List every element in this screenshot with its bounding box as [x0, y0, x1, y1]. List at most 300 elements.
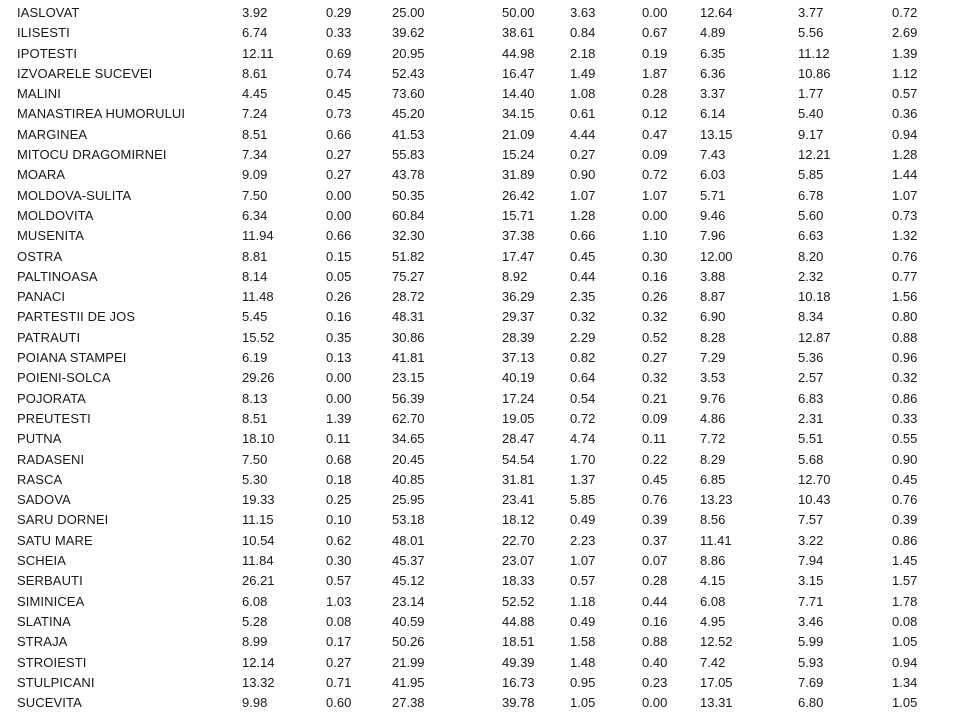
value-cell-col-5: 0.84 — [570, 25, 596, 41]
value-cell-col-2: 0.60 — [326, 695, 352, 711]
value-cell-col-1: 26.21 — [242, 573, 275, 589]
value-cell-col-6: 0.09 — [642, 147, 668, 163]
locality-name-cell: SERBAUTI — [17, 573, 83, 589]
value-cell-col-6: 0.16 — [642, 268, 668, 284]
value-cell-col-3: 43.78 — [392, 167, 425, 183]
table-row — [0, 64, 960, 84]
value-cell-col-1: 12.14 — [242, 654, 275, 670]
table-row — [0, 307, 960, 327]
value-cell-col-1: 7.50 — [242, 187, 268, 203]
value-cell-col-4: 34.15 — [502, 106, 535, 122]
table-row — [0, 186, 960, 206]
value-cell-col-3: 41.95 — [392, 674, 425, 690]
value-cell-col-6: 0.07 — [642, 553, 668, 569]
value-cell-col-1: 6.74 — [242, 25, 268, 41]
value-cell-col-4: 23.07 — [502, 553, 535, 569]
table-row — [0, 287, 960, 307]
value-cell-col-3: 20.95 — [392, 45, 425, 61]
value-cell-col-7: 6.35 — [700, 45, 726, 61]
value-cell-col-4: 38.61 — [502, 25, 535, 41]
value-cell-col-9: 0.73 — [892, 207, 918, 223]
value-cell-col-1: 6.34 — [242, 207, 268, 223]
value-cell-col-1: 11.84 — [242, 553, 274, 569]
locality-name-cell: PANACI — [17, 289, 66, 305]
locality-name-cell: OSTRA — [17, 248, 63, 264]
value-cell-col-4: 16.73 — [502, 674, 535, 690]
value-cell-col-1: 15.52 — [242, 329, 275, 345]
value-cell-col-2: 0.17 — [326, 634, 352, 650]
value-cell-col-4: 17.47 — [502, 248, 535, 264]
value-cell-col-9: 0.94 — [892, 126, 918, 142]
value-cell-col-9: 0.39 — [892, 512, 918, 528]
table-row — [0, 368, 960, 388]
table-row — [0, 328, 960, 348]
value-cell-col-7: 4.95 — [700, 613, 726, 629]
locality-name-cell: ILISESTI — [17, 25, 70, 41]
locality-name-cell: STROIESTI — [17, 654, 87, 670]
table-row — [0, 531, 960, 551]
value-cell-col-2: 0.68 — [326, 451, 352, 467]
value-cell-col-1: 10.54 — [242, 532, 275, 548]
value-cell-col-1: 29.26 — [242, 370, 275, 386]
value-cell-col-4: 28.47 — [502, 431, 535, 447]
value-cell-col-8: 6.83 — [798, 390, 824, 406]
value-cell-col-3: 55.83 — [392, 147, 425, 163]
value-cell-col-6: 0.67 — [642, 25, 668, 41]
value-cell-col-6: 0.00 — [642, 207, 668, 223]
value-cell-col-6: 0.44 — [642, 593, 668, 609]
value-cell-col-6: 0.47 — [642, 126, 668, 142]
value-cell-col-1: 11.15 — [242, 512, 274, 528]
value-cell-col-4: 17.24 — [502, 390, 535, 406]
value-cell-col-8: 7.94 — [798, 553, 824, 569]
value-cell-col-1: 5.28 — [242, 613, 268, 629]
value-cell-col-3: 62.70 — [392, 410, 425, 426]
value-cell-col-7: 11.41 — [700, 532, 732, 548]
locality-name-cell: SADOVA — [17, 492, 71, 508]
table-row — [0, 409, 960, 429]
value-cell-col-9: 0.86 — [892, 532, 918, 548]
value-cell-col-2: 1.03 — [326, 593, 352, 609]
table-row — [0, 247, 960, 267]
value-cell-col-7: 7.42 — [700, 654, 726, 670]
value-cell-col-9: 1.28 — [892, 147, 918, 163]
value-cell-col-2: 0.27 — [326, 147, 352, 163]
value-cell-col-5: 0.82 — [570, 350, 596, 366]
value-cell-col-9: 1.12 — [892, 65, 918, 81]
value-cell-col-1: 9.09 — [242, 167, 268, 183]
value-cell-col-4: 18.12 — [502, 512, 535, 528]
value-cell-col-4: 39.78 — [502, 695, 535, 711]
value-cell-col-9: 1.34 — [892, 674, 918, 690]
value-cell-col-6: 0.76 — [642, 492, 668, 508]
value-cell-col-5: 4.74 — [570, 431, 596, 447]
value-cell-col-3: 40.85 — [392, 471, 425, 487]
value-cell-col-7: 7.29 — [700, 350, 726, 366]
locality-name-cell: SATU MARE — [17, 532, 93, 548]
value-cell-col-9: 0.88 — [892, 329, 918, 345]
value-cell-col-2: 0.05 — [326, 268, 352, 284]
value-cell-col-8: 3.22 — [798, 532, 824, 548]
value-cell-col-4: 14.40 — [502, 86, 535, 102]
value-cell-col-8: 2.32 — [798, 268, 824, 284]
value-cell-col-4: 18.51 — [502, 634, 535, 650]
value-cell-col-9: 1.57 — [892, 573, 918, 589]
value-cell-col-1: 8.61 — [242, 65, 268, 81]
value-cell-col-9: 0.94 — [892, 654, 918, 670]
value-cell-col-5: 1.07 — [570, 553, 596, 569]
value-cell-col-7: 4.86 — [700, 410, 726, 426]
value-cell-col-2: 0.00 — [326, 207, 352, 223]
value-cell-col-6: 1.10 — [642, 228, 668, 244]
value-cell-col-3: 41.81 — [392, 350, 425, 366]
table-row — [0, 145, 960, 165]
value-cell-col-3: 73.60 — [392, 86, 425, 102]
value-cell-col-8: 12.21 — [798, 147, 831, 163]
value-cell-col-2: 0.33 — [326, 25, 352, 41]
value-cell-col-3: 25.00 — [392, 5, 425, 20]
value-cell-col-1: 5.45 — [242, 309, 268, 325]
table-row — [0, 389, 960, 409]
value-cell-col-5: 0.49 — [570, 613, 596, 629]
value-cell-col-5: 1.37 — [570, 471, 596, 487]
locality-name-cell: STRAJA — [17, 634, 68, 650]
value-cell-col-3: 30.86 — [392, 329, 425, 345]
table-row — [0, 510, 960, 530]
value-cell-col-6: 0.28 — [642, 573, 668, 589]
value-cell-col-9: 0.33 — [892, 410, 918, 426]
value-cell-col-5: 0.44 — [570, 268, 596, 284]
value-cell-col-2: 0.71 — [326, 674, 352, 690]
value-cell-col-8: 10.86 — [798, 65, 831, 81]
value-cell-col-2: 0.74 — [326, 65, 352, 81]
value-cell-col-9: 0.45 — [892, 471, 918, 487]
data-table — [0, 3, 960, 713]
locality-name-cell: PALTINOASA — [17, 268, 98, 284]
value-cell-col-5: 3.63 — [570, 5, 596, 20]
value-cell-col-6: 0.45 — [642, 471, 668, 487]
table-row — [0, 226, 960, 246]
value-cell-col-7: 13.23 — [700, 492, 733, 508]
value-cell-col-5: 1.08 — [570, 86, 596, 102]
table-row — [0, 267, 960, 287]
value-cell-col-4: 28.39 — [502, 329, 535, 345]
value-cell-col-2: 0.66 — [326, 126, 352, 142]
value-cell-col-6: 0.30 — [642, 248, 668, 264]
value-cell-col-3: 45.12 — [392, 573, 425, 589]
value-cell-col-8: 5.60 — [798, 207, 824, 223]
value-cell-col-5: 1.07 — [570, 187, 596, 203]
value-cell-col-2: 0.62 — [326, 532, 352, 548]
value-cell-col-2: 0.35 — [326, 329, 352, 345]
value-cell-col-2: 0.00 — [326, 390, 352, 406]
table-row — [0, 44, 960, 64]
value-cell-col-2: 0.69 — [326, 45, 352, 61]
value-cell-col-6: 0.12 — [642, 106, 668, 122]
locality-name-cell: POIANA STAMPEI — [17, 350, 127, 366]
value-cell-col-7: 6.90 — [700, 309, 726, 325]
value-cell-col-3: 25.95 — [392, 492, 425, 508]
value-cell-col-5: 0.72 — [570, 410, 596, 426]
value-cell-col-3: 45.20 — [392, 106, 425, 122]
value-cell-col-7: 3.37 — [700, 86, 726, 102]
value-cell-col-4: 50.00 — [502, 5, 535, 20]
value-cell-col-7: 8.28 — [700, 329, 726, 345]
value-cell-col-1: 6.19 — [242, 350, 268, 366]
table-row — [0, 348, 960, 368]
value-cell-col-1: 8.51 — [242, 126, 268, 142]
value-cell-col-5: 5.85 — [570, 492, 596, 508]
value-cell-col-6: 0.26 — [642, 289, 668, 305]
value-cell-col-5: 0.61 — [570, 106, 596, 122]
value-cell-col-7: 13.15 — [700, 126, 733, 142]
value-cell-col-9: 1.78 — [892, 593, 918, 609]
value-cell-col-8: 12.87 — [798, 329, 831, 345]
value-cell-col-9: 0.96 — [892, 350, 918, 366]
value-cell-col-2: 0.29 — [326, 5, 352, 20]
value-cell-col-3: 20.45 — [392, 451, 425, 467]
locality-name-cell: PATRAUTI — [17, 329, 81, 345]
value-cell-col-5: 1.48 — [570, 654, 596, 670]
value-cell-col-9: 1.45 — [892, 553, 918, 569]
value-cell-col-5: 0.49 — [570, 512, 596, 528]
value-cell-col-1: 9.98 — [242, 695, 268, 711]
value-cell-col-9: 0.36 — [892, 106, 918, 122]
locality-name-cell: MUSENITA — [17, 228, 85, 244]
value-cell-col-1: 3.92 — [242, 5, 268, 20]
locality-name-cell: POIENI-SOLCA — [17, 370, 111, 386]
locality-name-cell: SIMINICEA — [17, 593, 85, 609]
value-cell-col-9: 0.08 — [892, 613, 918, 629]
value-cell-col-7: 8.87 — [700, 289, 726, 305]
value-cell-col-4: 44.88 — [502, 613, 535, 629]
value-cell-col-7: 6.14 — [700, 106, 726, 122]
value-cell-col-8: 5.40 — [798, 106, 824, 122]
value-cell-col-7: 3.88 — [700, 268, 726, 284]
value-cell-col-2: 0.10 — [326, 512, 352, 528]
table-row — [0, 653, 960, 673]
locality-name-cell: IZVOARELE SUCEVEI — [17, 65, 153, 81]
locality-name-cell: PUTNA — [17, 431, 62, 447]
value-cell-col-8: 11.12 — [798, 45, 830, 61]
value-cell-col-2: 0.27 — [326, 654, 352, 670]
locality-name-cell: PREUTESTI — [17, 410, 91, 426]
value-cell-col-8: 6.63 — [798, 228, 824, 244]
value-cell-col-3: 23.15 — [392, 370, 425, 386]
value-cell-col-9: 0.80 — [892, 309, 918, 325]
value-cell-col-9: 0.57 — [892, 86, 918, 102]
locality-name-cell: MITOCU DRAGOMIRNEI — [17, 147, 167, 163]
value-cell-col-7: 12.64 — [700, 5, 733, 20]
value-cell-col-5: 2.18 — [570, 45, 596, 61]
value-cell-col-2: 0.16 — [326, 309, 352, 325]
value-cell-col-6: 0.72 — [642, 167, 668, 183]
value-cell-col-1: 8.99 — [242, 634, 268, 650]
table-row — [0, 592, 960, 612]
value-cell-col-8: 7.57 — [798, 512, 824, 528]
value-cell-col-9: 0.90 — [892, 451, 918, 467]
value-cell-col-7: 4.89 — [700, 25, 726, 41]
locality-name-cell: MOLDOVA-SULITA — [17, 187, 132, 203]
value-cell-col-6: 1.87 — [642, 65, 668, 81]
value-cell-col-9: 1.32 — [892, 228, 918, 244]
value-cell-col-9: 2.69 — [892, 25, 918, 41]
value-cell-col-4: 31.89 — [502, 167, 535, 183]
value-cell-col-6: 0.23 — [642, 674, 668, 690]
value-cell-col-7: 9.46 — [700, 207, 726, 223]
value-cell-col-4: 15.24 — [502, 147, 535, 163]
value-cell-col-7: 8.86 — [700, 553, 726, 569]
value-cell-col-5: 0.57 — [570, 573, 596, 589]
value-cell-col-6: 0.39 — [642, 512, 668, 528]
value-cell-col-5: 1.70 — [570, 451, 596, 467]
value-cell-col-8: 3.77 — [798, 5, 824, 20]
value-cell-col-1: 8.81 — [242, 248, 268, 264]
value-cell-col-2: 1.39 — [326, 410, 352, 426]
value-cell-col-2: 0.15 — [326, 248, 352, 264]
value-cell-col-6: 0.28 — [642, 86, 668, 102]
value-cell-col-6: 0.27 — [642, 350, 668, 366]
value-cell-col-5: 0.95 — [570, 674, 596, 690]
value-cell-col-8: 7.71 — [798, 593, 824, 609]
value-cell-col-8: 6.78 — [798, 187, 824, 203]
value-cell-col-1: 8.13 — [242, 390, 268, 406]
value-cell-col-6: 0.22 — [642, 451, 668, 467]
value-cell-col-6: 0.11 — [642, 431, 667, 447]
value-cell-col-5: 1.18 — [570, 593, 596, 609]
value-cell-col-3: 40.59 — [392, 613, 425, 629]
value-cell-col-7: 7.96 — [700, 228, 726, 244]
value-cell-col-2: 0.57 — [326, 573, 352, 589]
value-cell-col-1: 19.33 — [242, 492, 275, 508]
locality-name-cell: STULPICANI — [17, 674, 95, 690]
value-cell-col-2: 0.08 — [326, 613, 352, 629]
value-cell-col-5: 1.58 — [570, 634, 596, 650]
value-cell-col-3: 39.62 — [392, 25, 425, 41]
value-cell-col-4: 31.81 — [502, 471, 535, 487]
value-cell-col-5: 2.23 — [570, 532, 596, 548]
value-cell-col-9: 0.55 — [892, 431, 918, 447]
locality-name-cell: RADASENI — [17, 451, 85, 467]
value-cell-col-7: 7.72 — [700, 431, 726, 447]
table-row — [0, 490, 960, 510]
value-cell-col-3: 41.53 — [392, 126, 425, 142]
locality-name-cell: IPOTESTI — [17, 45, 78, 61]
value-cell-col-3: 51.82 — [392, 248, 425, 264]
table-row — [0, 551, 960, 571]
value-cell-col-1: 11.48 — [242, 289, 274, 305]
value-cell-col-5: 0.66 — [570, 228, 596, 244]
value-cell-col-5: 0.64 — [570, 370, 596, 386]
value-cell-col-2: 0.00 — [326, 187, 352, 203]
value-cell-col-2: 0.66 — [326, 228, 352, 244]
value-cell-col-9: 0.76 — [892, 492, 918, 508]
value-cell-col-5: 0.27 — [570, 147, 596, 163]
value-cell-col-3: 48.31 — [392, 309, 425, 325]
value-cell-col-4: 18.33 — [502, 573, 535, 589]
value-cell-col-3: 27.38 — [392, 695, 425, 711]
value-cell-col-6: 0.21 — [642, 390, 668, 406]
value-cell-col-5: 0.90 — [570, 167, 596, 183]
value-cell-col-8: 10.43 — [798, 492, 831, 508]
value-cell-col-4: 54.54 — [502, 451, 535, 467]
value-cell-col-4: 40.19 — [502, 370, 535, 386]
value-cell-col-3: 60.84 — [392, 207, 425, 223]
locality-name-cell: RASCA — [17, 471, 63, 487]
value-cell-col-4: 8.92 — [502, 268, 528, 284]
value-cell-col-6: 0.00 — [642, 5, 668, 20]
table-row — [0, 450, 960, 470]
value-cell-col-6: 0.52 — [642, 329, 668, 345]
value-cell-col-7: 6.85 — [700, 471, 726, 487]
value-cell-col-7: 4.15 — [700, 573, 726, 589]
value-cell-col-8: 10.18 — [798, 289, 831, 305]
locality-name-cell: SARU DORNEI — [17, 512, 109, 528]
value-cell-col-3: 48.01 — [392, 532, 425, 548]
value-cell-col-7: 13.31 — [700, 695, 733, 711]
value-cell-col-9: 1.44 — [892, 167, 918, 183]
value-cell-col-6: 0.19 — [642, 45, 668, 61]
locality-name-cell: POJORATA — [17, 390, 86, 406]
value-cell-col-9: 0.76 — [892, 248, 918, 264]
value-cell-col-8: 5.85 — [798, 167, 824, 183]
value-cell-col-1: 8.51 — [242, 410, 268, 426]
value-cell-col-9: 1.07 — [892, 187, 918, 203]
value-cell-col-8: 5.36 — [798, 350, 824, 366]
value-cell-col-9: 1.56 — [892, 289, 918, 305]
value-cell-col-4: 37.38 — [502, 228, 535, 244]
value-cell-col-2: 0.27 — [326, 167, 352, 183]
value-cell-col-7: 17.05 — [700, 674, 733, 690]
value-cell-col-5: 0.32 — [570, 309, 596, 325]
value-cell-col-4: 23.41 — [502, 492, 535, 508]
value-cell-col-9: 0.77 — [892, 268, 918, 284]
value-cell-col-5: 4.44 — [570, 126, 596, 142]
value-cell-col-2: 0.00 — [326, 370, 352, 386]
value-cell-col-2: 0.25 — [326, 492, 352, 508]
value-cell-col-8: 5.93 — [798, 654, 824, 670]
table-row — [0, 206, 960, 226]
value-cell-col-8: 5.51 — [798, 431, 824, 447]
value-cell-col-6: 0.40 — [642, 654, 668, 670]
value-cell-col-1: 13.32 — [242, 674, 275, 690]
table-row — [0, 84, 960, 104]
value-cell-col-8: 3.46 — [798, 613, 824, 629]
value-cell-col-8: 1.77 — [798, 86, 824, 102]
value-cell-col-5: 1.05 — [570, 695, 596, 711]
value-cell-col-4: 37.13 — [502, 350, 535, 366]
value-cell-col-4: 22.70 — [502, 532, 535, 548]
value-cell-col-3: 21.99 — [392, 654, 425, 670]
value-cell-col-3: 50.35 — [392, 187, 425, 203]
value-cell-col-7: 9.76 — [700, 390, 726, 406]
value-cell-col-4: 49.39 — [502, 654, 535, 670]
value-cell-col-9: 0.32 — [892, 370, 918, 386]
locality-name-cell: PARTESTII DE JOS — [17, 309, 136, 325]
value-cell-col-8: 7.69 — [798, 674, 824, 690]
locality-name-cell: SCHEIA — [17, 553, 67, 569]
value-cell-col-1: 18.10 — [242, 431, 275, 447]
value-cell-col-8: 12.70 — [798, 471, 831, 487]
locality-name-cell: IASLOVAT — [17, 5, 80, 20]
value-cell-col-8: 5.99 — [798, 634, 824, 650]
value-cell-col-7: 7.43 — [700, 147, 726, 163]
table-row — [0, 23, 960, 43]
table-row — [0, 3, 960, 23]
value-cell-col-8: 8.20 — [798, 248, 824, 264]
value-cell-col-1: 12.11 — [242, 45, 274, 61]
value-cell-col-9: 1.39 — [892, 45, 918, 61]
